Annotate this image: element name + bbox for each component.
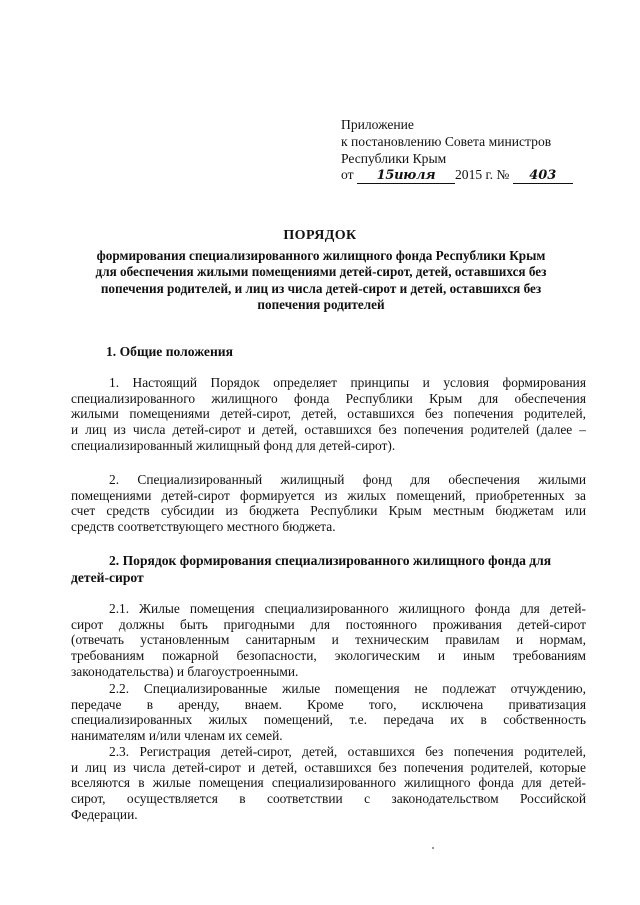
handwritten-date: 15июля xyxy=(357,168,455,184)
text-line: 2.1. Жилые помещения специализированного жилищного фонда для детей- xyxy=(109,601,586,616)
heading-line: 2. Порядок формирования специализированного жилищного фонда для xyxy=(109,553,552,568)
section-1-heading: 1. Общие положения xyxy=(106,344,233,359)
text-line: специализированных жилых помещений, т.е. передача их в собственность xyxy=(71,712,586,728)
scan-artifact xyxy=(432,847,434,849)
subtitle-line: формирования специализированного жилищного фонда Республики Крым xyxy=(96,248,546,263)
text-line: специализированного жилищного фонда Республики Крым для обеспечения xyxy=(71,390,586,406)
text-line: нанимателям и/или членам их семей. xyxy=(71,728,283,744)
text-line: законодательства) и благоустроенными. xyxy=(71,663,299,679)
appendix-line: Республики Крым xyxy=(341,150,447,166)
year-text: 2015 г. № xyxy=(454,167,510,183)
text-line: 2. Специализированный жилищный фонд для обеспечения жилыми xyxy=(109,472,586,487)
text-line: сирот, осуществляется в соответствии с законодательством Российской xyxy=(71,791,586,807)
text-line: требованиям пожарной безопасности, экологическим и иным требованиям xyxy=(71,648,586,664)
subtitle-line: попечения родителей, и лиц из числа детей-сирот и детей, оставшихся без xyxy=(100,280,542,296)
paragraph-2-1 xyxy=(71,601,586,679)
text-line: средств соответствующего местного бюджета. xyxy=(71,519,336,535)
paragraph-2-3 xyxy=(71,744,586,822)
text-line: (отвечать установленным санитарным и техническим правилам и нормам, xyxy=(71,632,586,648)
text-line: и лиц из числа детей-сирот и детей, оставшихся без попечения родителей, которые xyxy=(71,759,586,775)
text-line: специализированный жилищный фонд для детей-сирот). xyxy=(71,437,396,453)
section-2-heading xyxy=(71,552,587,586)
text-line: передаче в аренду, внаем. Кроме того, исключена приватизация xyxy=(71,696,586,712)
subtitle-line: попечения родителей xyxy=(257,297,385,313)
subtitle-line: для обеспечения жилыми помещениями детей-сирот, детей, оставшихся без xyxy=(95,264,547,280)
heading-line: детей-сирот xyxy=(71,570,144,585)
handwritten-number: 403 xyxy=(513,168,573,184)
text-line: Федерации. xyxy=(71,806,138,822)
document-subtitle xyxy=(84,248,558,314)
paragraph-2-2 xyxy=(71,681,586,744)
paragraph-1-1 xyxy=(71,375,586,453)
appendix-block xyxy=(341,117,601,184)
document-title: ПОРЯДОК xyxy=(283,228,357,243)
text-line: 1. Настоящий Порядок определяет принципы и условия формирования xyxy=(109,375,586,390)
text-line: вселяются в жилые помещения специализированного жилищного фонда для детей- xyxy=(71,775,586,791)
text-line: помещениями детей-сирот формируется из жилых помещений, приобретенных за xyxy=(71,487,586,503)
text-line: сирот должны быть пригодными для постоянного проживания детей-сирот xyxy=(71,616,586,632)
text-line: счет средств субсидии из бюджета Республики Крым местным бюджетам или xyxy=(71,503,586,519)
text-line: 2.2. Специализированные жилые помещения не подлежат отчуждению, xyxy=(109,681,586,696)
text-line: и лиц из числа детей-сирот и детей, оставшихся без попечения родителей (далее – xyxy=(71,422,586,438)
appendix-line: к постановлению Совета министров xyxy=(341,133,552,149)
appendix-line: Приложение xyxy=(341,117,414,132)
date-prefix: от xyxy=(341,167,354,183)
text-line: 2.3. Регистрация детей-сирот, детей, оставшихся без попечения родителей, xyxy=(109,744,586,759)
text-line: жилыми помещениями детей-сирот, детей, оставшихся без попечения родителей, xyxy=(71,406,586,422)
paragraph-1-2 xyxy=(71,472,586,535)
appendix-date-line xyxy=(341,167,601,184)
